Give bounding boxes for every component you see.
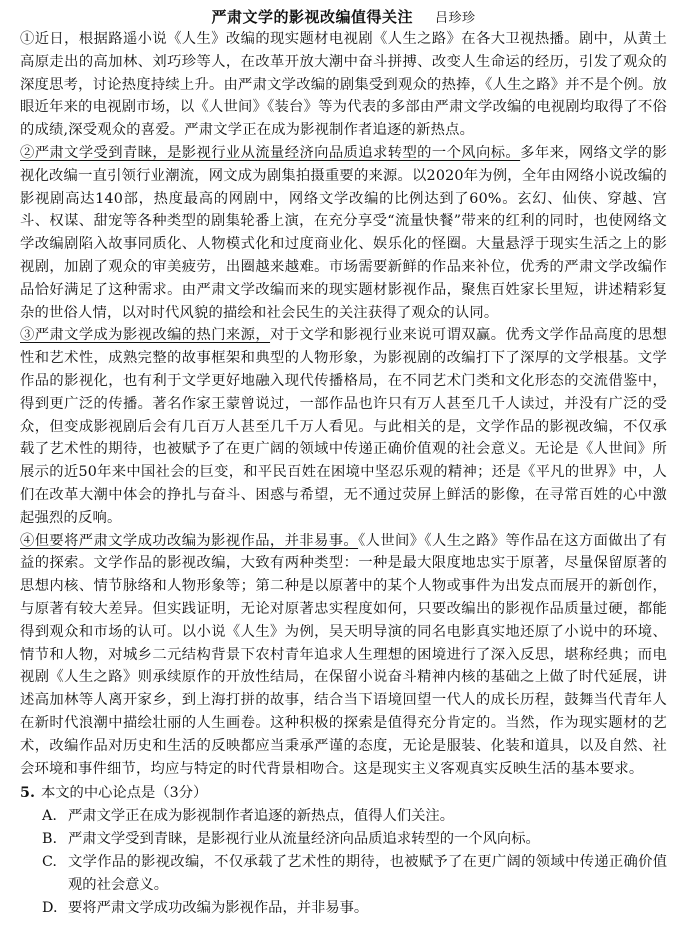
paragraph-3 — [20, 324, 667, 529]
option-text: 要将严肃文学成功改编为影视作品，并非易事。 — [68, 900, 369, 917]
option-letter: D. — [42, 900, 58, 917]
question-number: 5. — [20, 785, 35, 802]
paragraph-text: 对于文学和影视行业来说可谓双赢。优秀文学作品高度的思想性和艺术性，成熟完整的故事框架和典型的人物形象，为影视剧的改编打下了深厚的文学根基。文学作品的影视化，也有利于文学更好地融入现代传播格局，在不同艺术门类和文化形态的交流借鉴中，得到更广泛的传播。著名作家王蒙曾说过，一部作品也许只有万人甚至几千人读过，并没有广泛的受众，但变成影视剧后会有几百万人甚至几千万人看见。与此相关的是，文学作品的影视改编，不仅承载了艺术性的期待，也被赋予了在更广阔的领域中传递正确价值观的社会意义。无论是《人世间》所展示的近50年来中国社会的巨变，和平民百姓在困境中坚忍乐观的精神；还是《平凡的世界》中，人们在改革大潮中体会的挣扎与奋斗、困惑与希望，无不通过荧屏上鲜活的影像，在寻常百姓的心中激起强烈的反响。 — [20, 327, 667, 526]
option-a[interactable] — [42, 805, 667, 828]
answer-options — [20, 805, 667, 920]
option-text: 文学作品的影视改编，不仅承载了艺术性的期待，也被赋予了在更广阔的领域中传递正确价值观的社会意义。 — [68, 854, 667, 894]
option-text: 严肃文学正在成为影视制作者追逐的新热点，值得人们关注。 — [68, 808, 455, 825]
paragraph-lead: ③严肃文学成为影视改编的热门来源， — [20, 327, 271, 344]
option-letter: C. — [42, 854, 57, 871]
paragraph-text: 《人世间》《人生之路》等作品在这方面做出了有益的探索。文学作品的影视改编，大致有两种类型：一种是最大限度地忠实于原著，尽量保留原著的思想内核、情节脉络和人物形象等；第二种是以原著中的某个人物或事件为出发点而展开的新创作，与原著有较大差异。但实践证明，无论对原著忠实程度如何，只要改编出的影视作品质量过硬，都能得到观众和市场的认可。以小说《人生》为例，吴天明导演的同名电影真实地还原了小说中的环境、情节和人物，对城乡二元结构背景下农村青年追求人生理想的困境进行了深入反思，堪称经典；而电视剧《人生之路》则承续原作的开放性结局，在保留小说奋斗精神内核的基础之上做了时代延展，讲述高加林等人离开家乡，到上海打拼的故事，结合当下语境回望一代人的成长历程，鼓舞当代青年人在新时代浪潮中描绘壮丽的人生画卷。这种积极的探索是值得充分肯定的。当然，作为现实题材的艺术，改编作品对历史和生活的反映都应当秉承严谨的态度，无论是服装、化装和道具，以及自然、社会环境和事件细节，均应与特定的时代背景相吻合。这是现实主义客观真实反映生活的基本要求。 — [20, 532, 667, 777]
option-text: 严肃文学受到青睐，是影视行业从流量经济向品质追求转型的一个风向标。 — [68, 831, 540, 848]
paragraph-text: ①近日，根据路遥小说《人生》改编的现实题材电视剧《人生之路》在各大卫视热播。剧中，从黄土高原走出的高加林、刘巧珍等人，在改革开放大潮中奋斗拼搏、改变人生命运的经历，引发了观众的深度思考，讨论热度持续上升。由严肃文学改编的剧集受到观众的热捧，《人生之路》并不是个例。放眼近年来的电视剧市场，以《人世间》《装台》等为代表的多部由严肃文学改编的电视剧均取得了不俗的成绩,深受观众的喜爱。严肃文学正在成为影视制作者追逐的新热点。 — [20, 31, 667, 139]
article-title: 严肃文学的影视改编值得关注 — [211, 8, 413, 26]
question-stem: 本文的中心论点是（3分） — [40, 785, 208, 802]
paragraph-text: 多年来，网络文学的影视化改编一直引领行业潮流，网文成为剧集拍摄重要的来源。以2020年为例，全年由网络小说改编的影视剧高达140部，热度最高的网剧中，网络文学改编的比例达到了60%。玄幻、仙侠、穿越、宫斗、权谋、甜宠等各种类型的剧集轮番上演，在充分享受“流量快餐”带来的红利的同时，也使网络文学改编剧陷入故事同质化、人物模式化和过度商业化、娱乐化的怪圈。大量悬浮于现实生活之上的影视剧，加剧了观众的审美疲劳，出圈越来越难。市场需要新鲜的作品来补位，优秀的严肃文学改编作品恰好满足了这种需求。由严肃文学改编而来的现实题材影视作品，聚焦百姓家长里短，讲述精彩复杂的世俗人情，以对时代风貌的描绘和社会民生的关注获得了观众的认同。 — [20, 144, 668, 321]
option-d[interactable] — [42, 897, 667, 920]
question-5 — [20, 782, 667, 920]
paragraph-4 — [20, 530, 667, 781]
paragraph-2 — [20, 142, 667, 324]
paragraph-lead: ②严肃文学受到青睐，是影视行业从流量经济向品质追求转型的一个风向标。 — [20, 144, 521, 161]
paragraph-lead: ④但要将严肃文学成功改编为影视作品，并非易事。 — [20, 532, 359, 549]
paragraph-1 — [20, 28, 667, 142]
article-author: 吕珍珍 — [435, 11, 476, 26]
article-header — [20, 6, 667, 28]
option-letter: A. — [42, 808, 57, 825]
question-stem-row — [20, 782, 667, 805]
option-c[interactable] — [42, 851, 667, 897]
option-b[interactable] — [42, 828, 667, 851]
option-letter: B. — [42, 831, 58, 848]
